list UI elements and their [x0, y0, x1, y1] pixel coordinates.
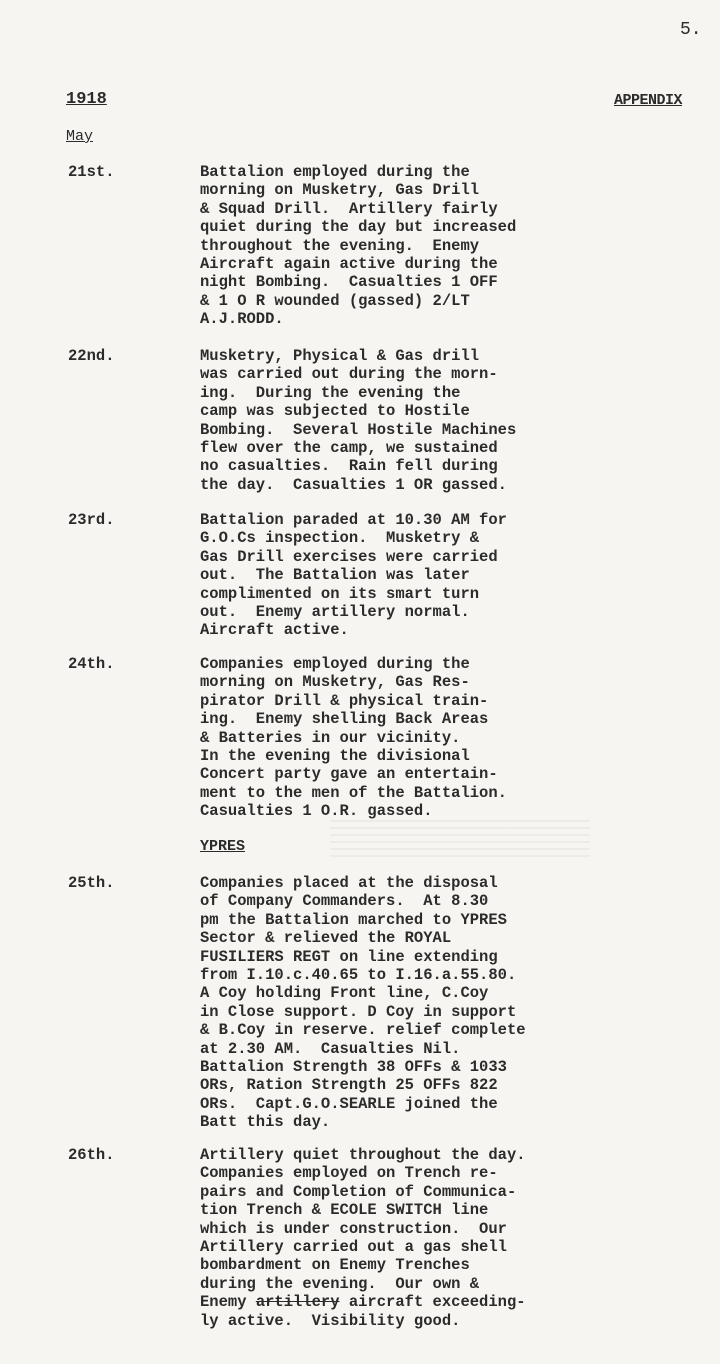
entry-date: 21st.: [68, 163, 115, 181]
appendix-label: APPENDIX: [614, 92, 683, 109]
entry-date: 25th.: [68, 874, 115, 892]
entry-line-prefix: Enemy: [200, 1293, 256, 1312]
entry-line-final: ly active. Visibility good.: [200, 1311, 461, 1330]
entry-date: 23rd.: [68, 511, 115, 529]
page-number: 5.: [680, 20, 702, 40]
section-heading: YPRES: [200, 838, 246, 855]
entry-date: 26th.: [68, 1146, 115, 1164]
entry-text: Companies employed during the morning on Musketry, Gas Res- pirator Drill & physical train- ing. Enemy shelling Back Areas & Batteries in our vicinity. In the evening the divisional Concert party gave an entertain- ment to the men of the Battalion. Casualties 1 O.R. gassed.: [200, 655, 507, 821]
entry-date: 24th.: [68, 655, 115, 673]
entry-text: Musketry, Physical & Gas drill was carried out during the morn- ing. During the evening the camp was subjected to Hostile Bombing. Several Hostile Machines flew over the camp, we sustained no casualties. Rain fell during the day. Casualties 1 OR gassed.: [200, 347, 517, 494]
entry-text-lines: Artillery quiet throughout the day. Companies employed on Trench re- pairs and Completion of Communica- tion Trench & ECOLE SWITCH line which is under construction. Our Artillery carried out a gas shell bombardment on Enemy Trenches during the evening. Our own &: [200, 1146, 526, 1293]
entry-text: Battalion employed during the morning on Musketry, Gas Drill & Squad Drill. Artillery fairly quiet during the day but increased throughout the evening. Enemy Aircraft again active during the night Bombing. Casualties 1 OFF & 1 O R wounded (gassed) 2/LT A.J.RODD.: [200, 163, 517, 329]
struck-word: artillery: [255, 1293, 340, 1312]
entry-text: Battalion paraded at 10.30 AM for G.O.Cs inspection. Musketry & Gas Drill exercises were carried out. The Battalion was later complimented on its smart turn out. Enemy artillery normal. Aircraft active.: [200, 511, 507, 640]
entry-text-last: [200, 1146, 600, 1330]
month-heading: May: [66, 128, 94, 145]
faded-show-through: [330, 820, 590, 860]
entry-line-suffix: aircraft exceeding-: [339, 1293, 526, 1312]
entry-date: 22nd.: [68, 347, 115, 365]
year-heading: 1918: [66, 90, 107, 109]
entry-text: Companies placed at the disposal of Company Commanders. At 8.30 pm the Battalion marched to YPRES Sector & relieved the ROYAL FUSILIERS REGT on line extending from I.10.c.40.65 to I.16.a.55.80. A Coy holding Front line, C.Coy in Close support. D Coy in support & B.Coy in reserve. relief complete at 2.30 AM. Casualties Nil. Battalion Strength 38 OFFs & 1033 ORs, Ration Strength 25 OFFs 822 ORs. Capt.G.O.SEARLE joined the Batt this day.: [200, 874, 526, 1132]
